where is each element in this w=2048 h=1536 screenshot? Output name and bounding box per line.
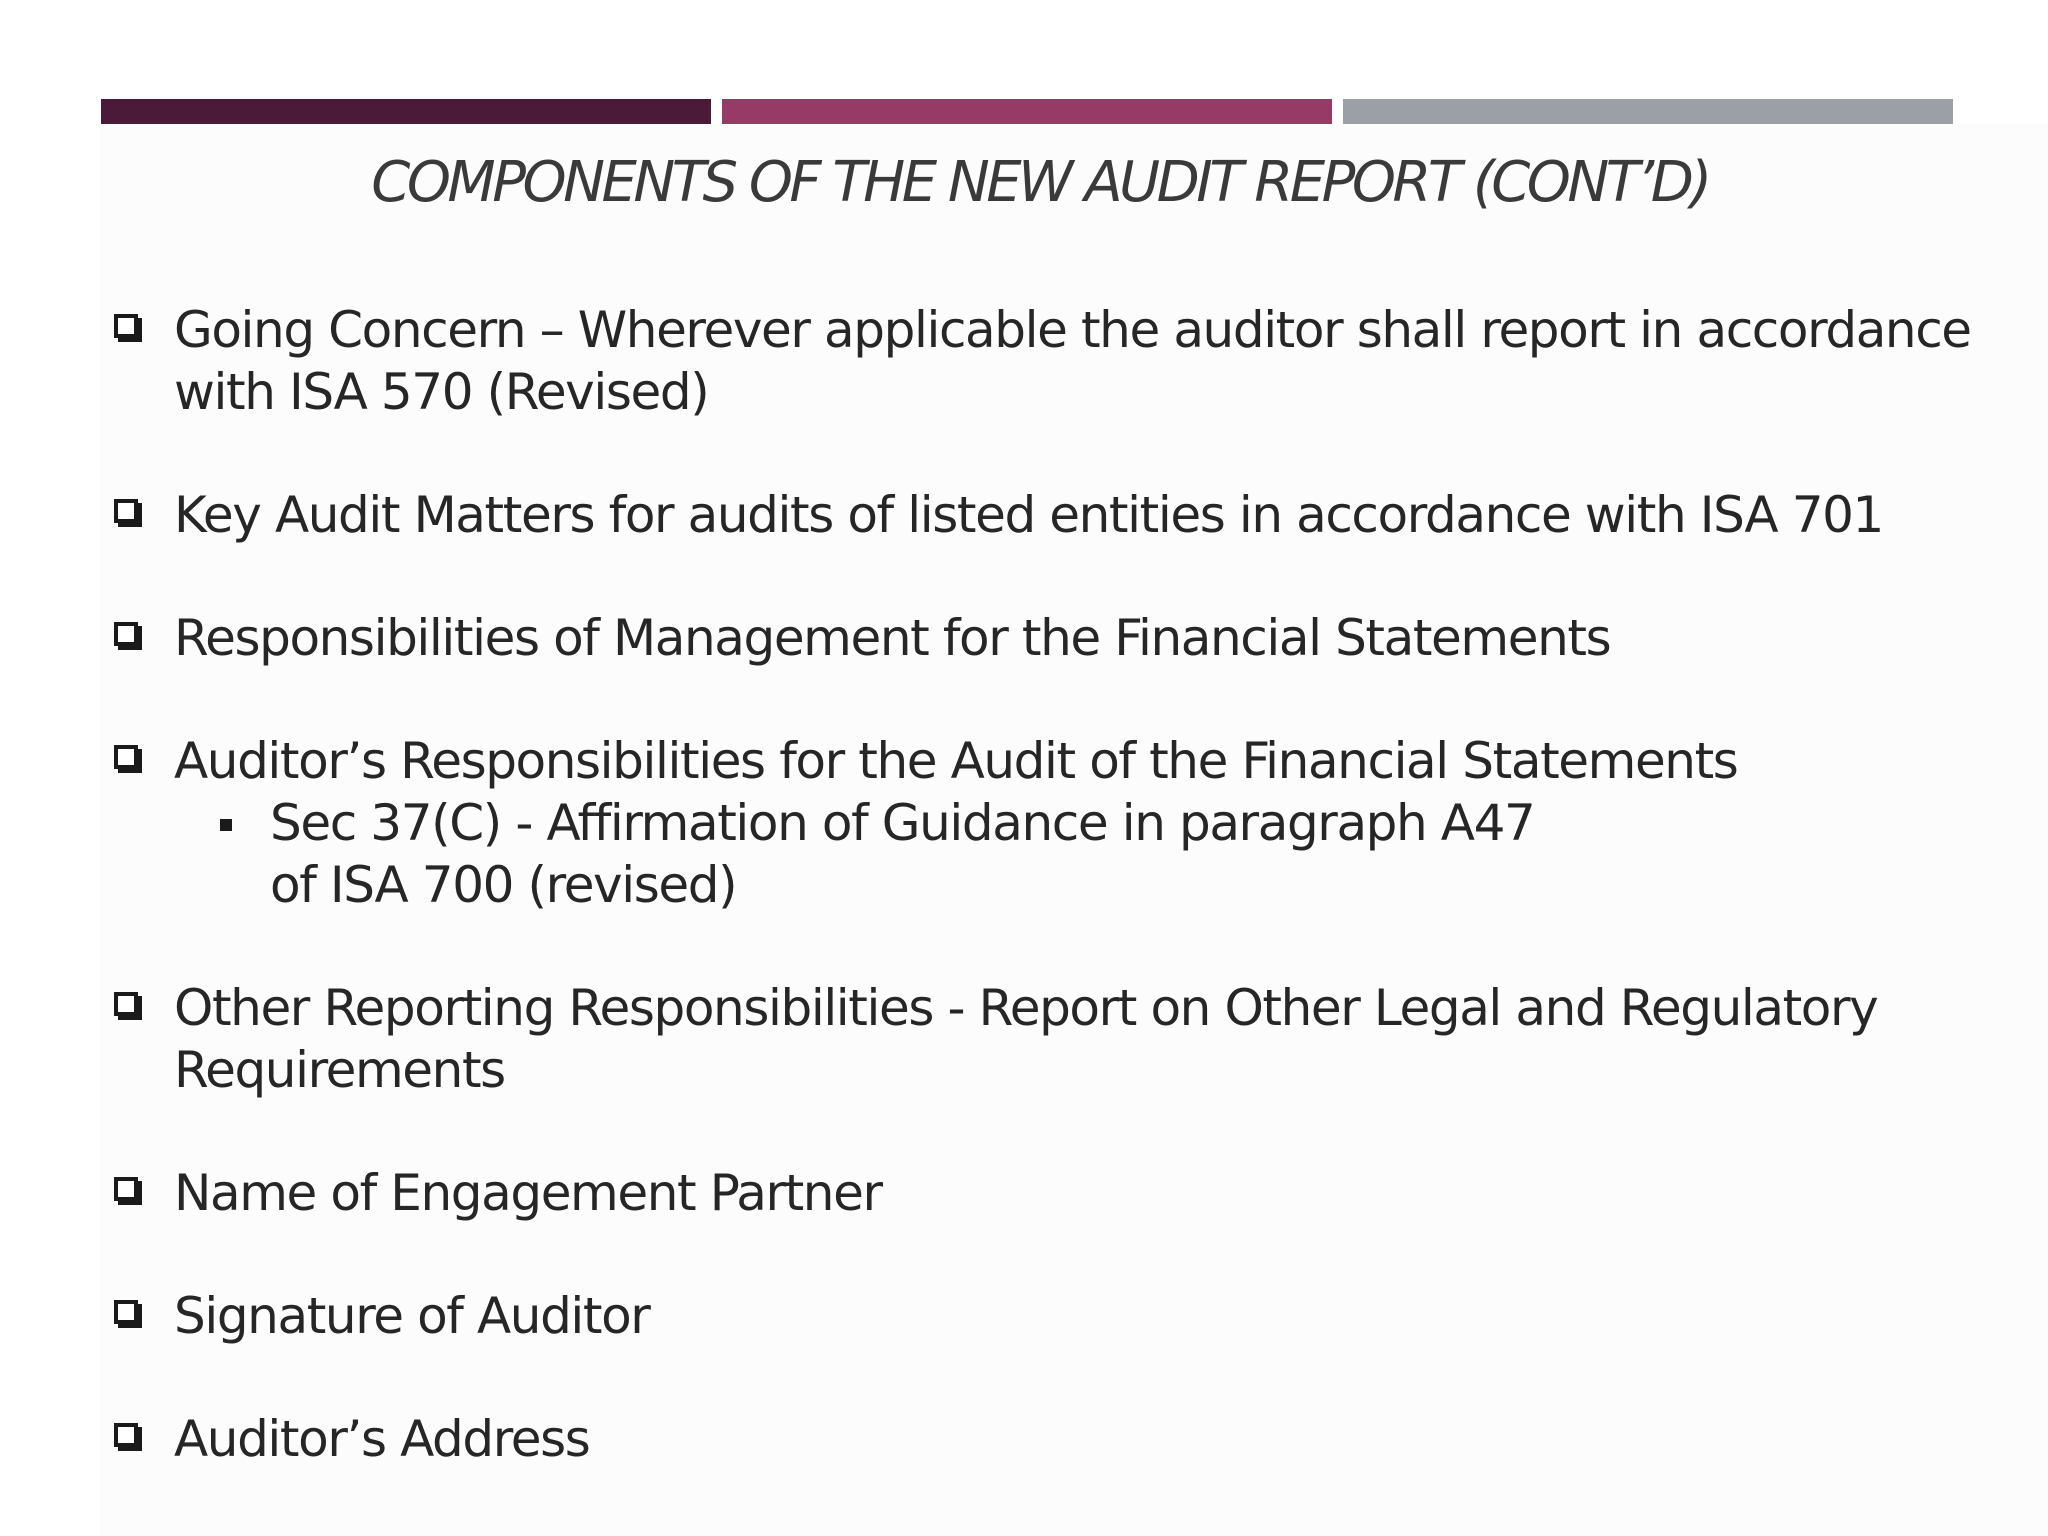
bullet-text: Key Audit Matters for audits of listed entities in accordance with ISA 701	[174, 486, 1883, 544]
bullet-item-auditor-address	[112, 1408, 1992, 1470]
bullet-item-going-concern	[112, 299, 1992, 423]
bullet-item-auditor-responsibilities	[112, 730, 1992, 792]
checkbox-icon	[114, 1423, 138, 1447]
bullet-item-engagement-partner	[112, 1162, 1992, 1224]
bullet-text: Going Concern – Wherever applicable the auditor shall report in accordance with ISA 570 (Revised)	[174, 301, 1971, 421]
sub-bullet-item-sec-37c	[214, 792, 1914, 916]
checkbox-icon	[114, 992, 138, 1016]
sub-bullet-text: Sec 37(C) - Affirmation of Guidance in paragraph A47 of ISA 700 (revised)	[270, 794, 1535, 914]
bullet-item-signature	[112, 1285, 1992, 1347]
slide-title: COMPONENTS OF THE NEW AUDIT REPORT (CONT’D)	[371, 150, 1709, 215]
bullet-item-management-responsibilities	[112, 607, 1992, 669]
bullet-text: Signature of Auditor	[174, 1287, 650, 1345]
checkbox-icon	[114, 745, 138, 769]
bullet-item-other-reporting	[112, 977, 1992, 1101]
square-bullet-icon	[220, 819, 232, 831]
accent-bar-dark	[101, 99, 711, 124]
bullet-text: Auditor’s Responsibilities for the Audit of the Financial Statements	[174, 732, 1738, 790]
bullet-text: Other Reporting Responsibilities - Report on Other Legal and Regulatory Requirements	[174, 979, 1878, 1099]
accent-bar-magenta	[722, 99, 1332, 124]
bullet-item-key-audit-matters	[112, 484, 1992, 546]
checkbox-icon	[114, 314, 138, 338]
bullet-text: Auditor’s Address	[174, 1410, 590, 1468]
checkbox-icon	[114, 499, 138, 523]
bullet-text: Responsibilities of Management for the Financial Statements	[174, 609, 1611, 667]
bullet-text: Name of Engagement Partner	[174, 1164, 882, 1222]
accent-bar-gray	[1343, 99, 1953, 124]
checkbox-icon	[114, 1177, 138, 1201]
checkbox-icon	[114, 622, 138, 646]
checkbox-icon	[114, 1300, 138, 1324]
